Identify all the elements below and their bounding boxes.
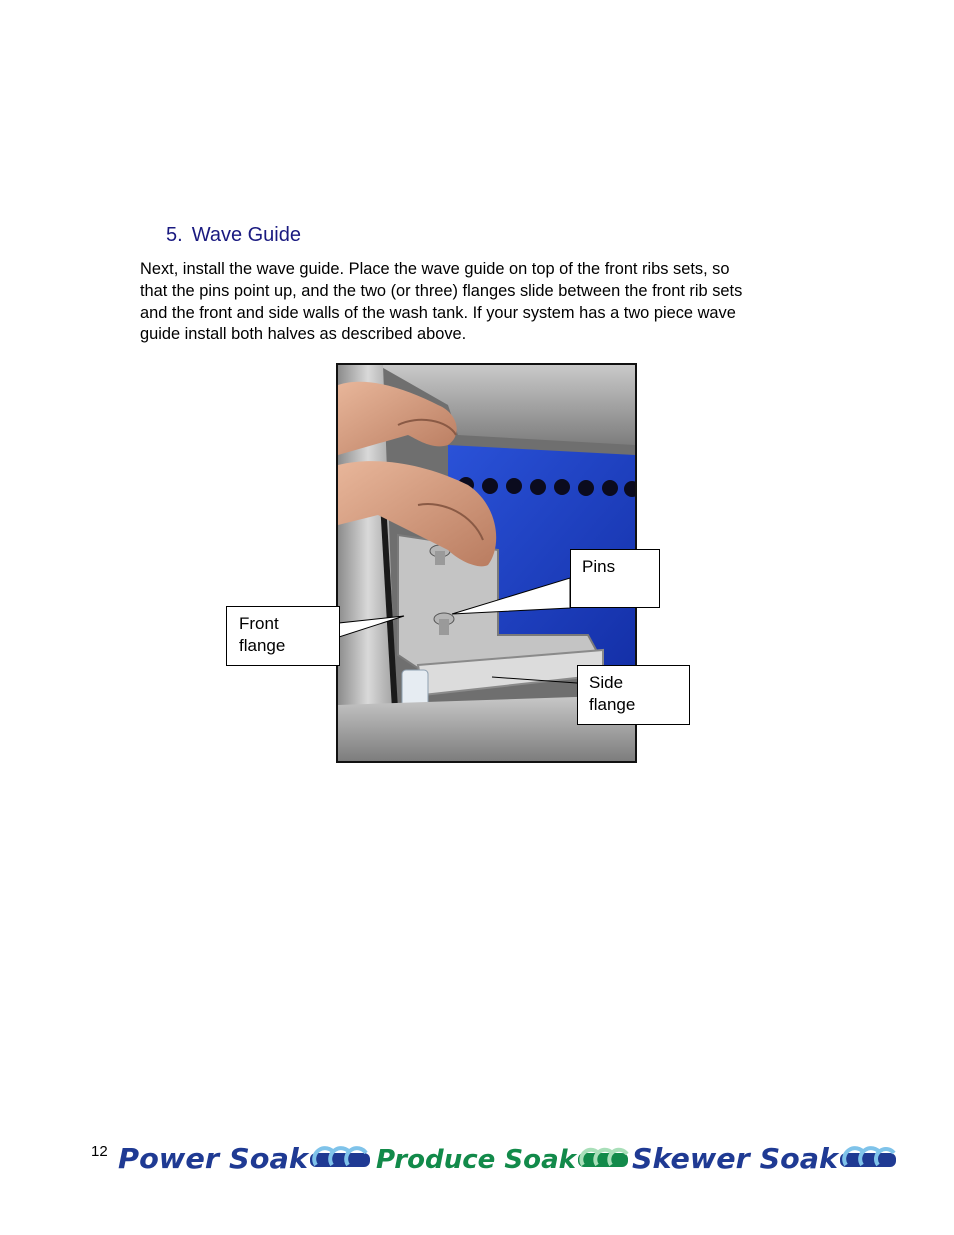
paragraph-line: that the pins point up, and the two (or three) flanges slide between the front rib sets: [140, 281, 743, 300]
paragraph-line: Next, install the wave guide. Place the wave guide on top of the front ribs sets, so: [140, 260, 730, 278]
callout-text: Side: [589, 673, 624, 692]
callout-text: Pins: [582, 557, 616, 576]
brand-name: Skewer Soak: [632, 1142, 841, 1175]
callout-side-flange: [577, 665, 690, 725]
callout-text: flange: [589, 695, 636, 714]
produce-soak-logo: [376, 1145, 628, 1175]
wave-mark-icon: [310, 1148, 370, 1167]
section-heading: [166, 224, 301, 247]
paragraph-line: guide install both halves as described above.: [140, 325, 467, 344]
callout-pins: [570, 549, 660, 608]
callout-text: Front: [239, 614, 279, 633]
page-number: 12: [91, 1143, 108, 1160]
skewer-soak-logo: [632, 1142, 896, 1175]
wave-mark-icon: [840, 1148, 896, 1167]
callout-front-flange: [226, 606, 340, 666]
section-number: 5.: [166, 224, 183, 246]
section-title: Wave Guide: [191, 224, 301, 246]
power-soak-logo: [118, 1142, 370, 1175]
instruction-paragraph: [140, 259, 840, 346]
brand-logos: [118, 1137, 898, 1177]
paragraph-line: and the front and side walls of the wash tank. If your system has a two piece wave: [140, 303, 736, 322]
brand-name: Power Soak: [118, 1142, 311, 1175]
wave-mark-icon: [578, 1150, 628, 1167]
callout-text: flange: [239, 636, 286, 655]
brand-name: Produce Soak: [376, 1145, 578, 1175]
